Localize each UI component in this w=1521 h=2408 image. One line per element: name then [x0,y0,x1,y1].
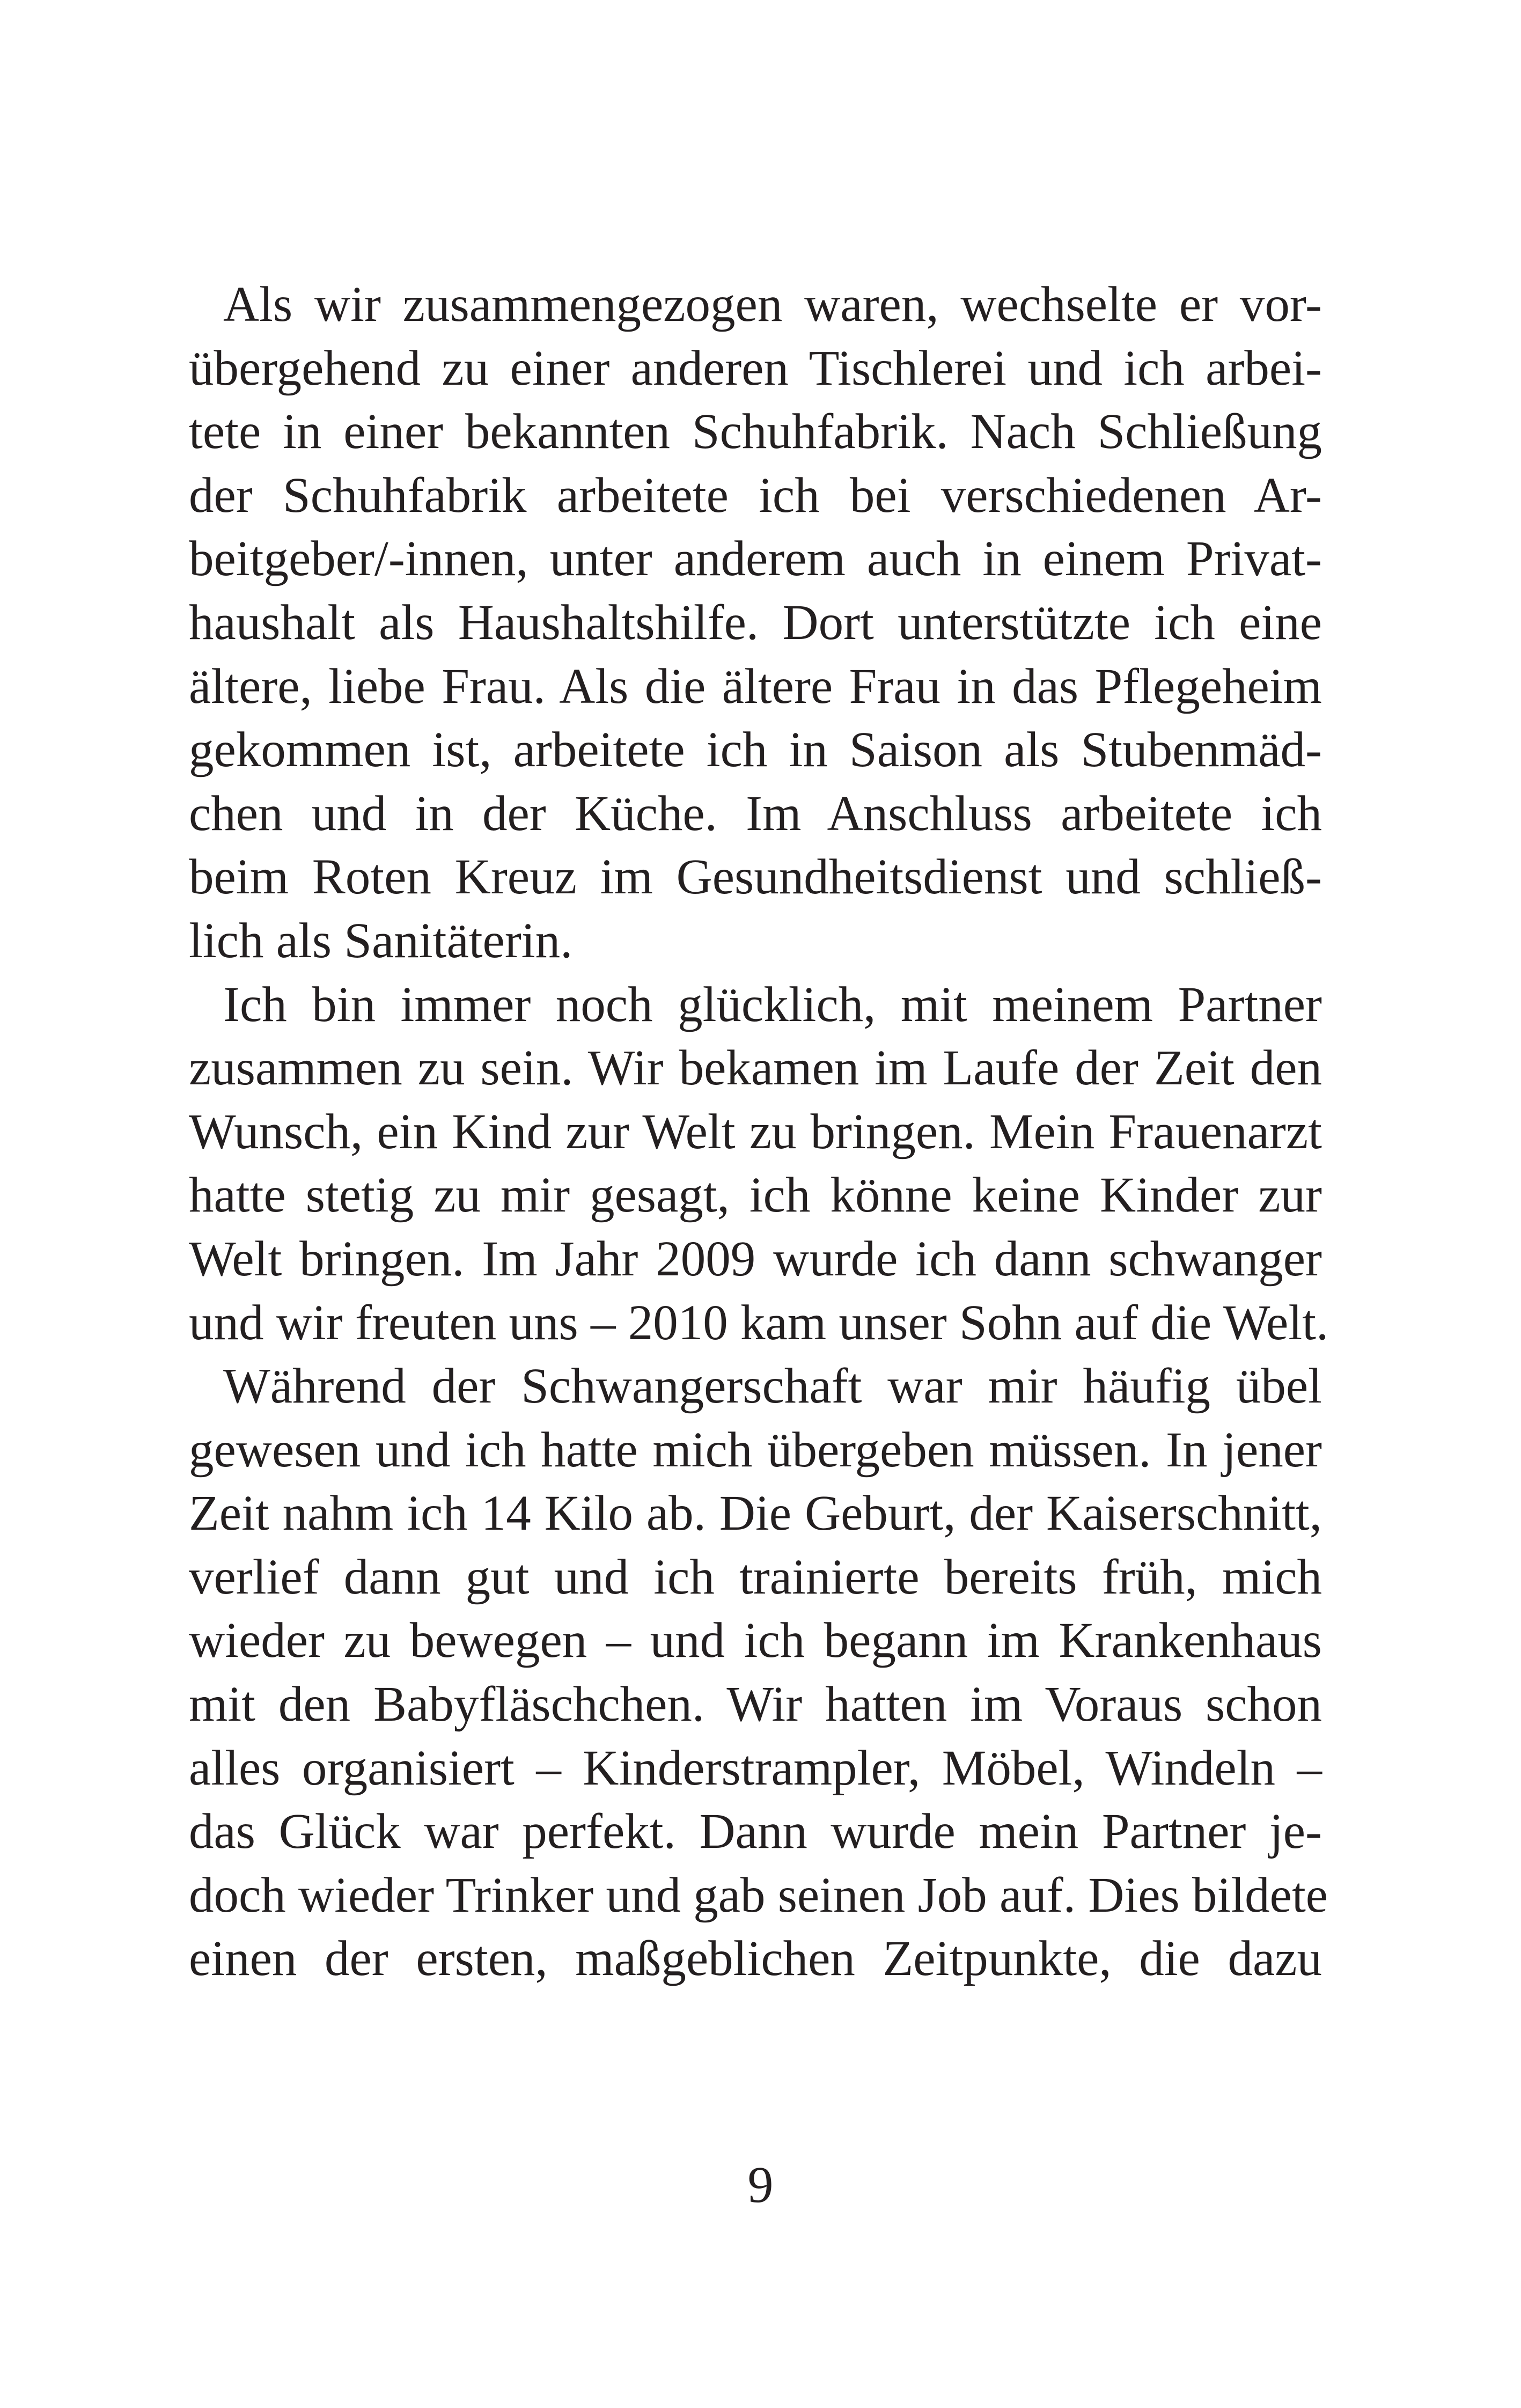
text-line: zusammen zu sein. Wir bekamen im Laufe der Zeit den [189,1040,1322,1096]
text-line: lich als Sanitäterin. [189,913,573,968]
text-line: verlief dann gut und ich trainierte bereits früh, mich [189,1549,1322,1605]
text-line: haushalt als Haushaltshilfe. Dort unterstützte ich eine [189,594,1322,650]
text-line: Zeit nahm ich 14 Kilo ab. Die Geburt, der Kaiserschnitt, [189,1486,1322,1541]
text-line: das Glück war perfekt. Dann wurde mein Partner je- [189,1804,1322,1860]
text-line: gewesen und ich hatte mich übergeben müssen. In jener [189,1422,1322,1478]
page-number: 9 [747,2156,774,2213]
text-line: mit den Babyfläschchen. Wir hatten im Voraus schon [189,1677,1322,1732]
text-line: beitgeber/-innen, unter anderem auch in einem Privat- [189,531,1322,587]
text-line: der Schuhfabrik arbeitete ich bei verschiedenen Ar- [189,467,1322,523]
text-line: und wir freuten uns – 2010 kam unser Sohn auf die Welt. [189,1295,1329,1350]
text-line: übergehend zu einer anderen Tischlerei und ich arbei- [189,340,1322,396]
text-line: Welt bringen. Im Jahr 2009 wurde ich dann schwanger [189,1231,1322,1287]
text-line: ältere, liebe Frau. Als die ältere Frau in das Pflegeheim [189,658,1322,714]
text-line: chen und in der Küche. Im Anschluss arbeitete ich [189,785,1322,841]
text-line: tete in einer bekannten Schuhfabrik. Nach Schließung [189,404,1322,460]
text-line: Wunsch, ein Kind zur Welt zu bringen. Mein Frauenarzt [189,1104,1322,1159]
text-line: hatte stetig zu mir gesagt, ich könne keine Kinder zur [189,1168,1322,1223]
text-line: Während der Schwangerschaft war mir häufig übel [223,1359,1322,1414]
text-line: wieder zu bewegen – und ich begann im Krankenhaus [189,1613,1322,1669]
text-line: doch wieder Trinker und gab seinen Job auf. Dies bildete [189,1867,1328,1923]
text-line: Ich bin immer noch glücklich, mit meinem Partner [223,977,1322,1032]
text-line: beim Roten Kreuz im Gesundheitsdienst und schließ- [189,849,1322,905]
text-line: einen der ersten, maßgeblichen Zeitpunkte, die dazu [189,1931,1322,1987]
text-line: Als wir zusammengezogen waren, wechselte er vor- [223,277,1322,332]
text-line: alles organisiert – Kinderstrampler, Möbel, Windeln – [189,1740,1322,1796]
body-text [189,273,1329,1991]
text-line: gekommen ist, arbeitete ich in Saison als Stubenmäd- [189,722,1322,778]
